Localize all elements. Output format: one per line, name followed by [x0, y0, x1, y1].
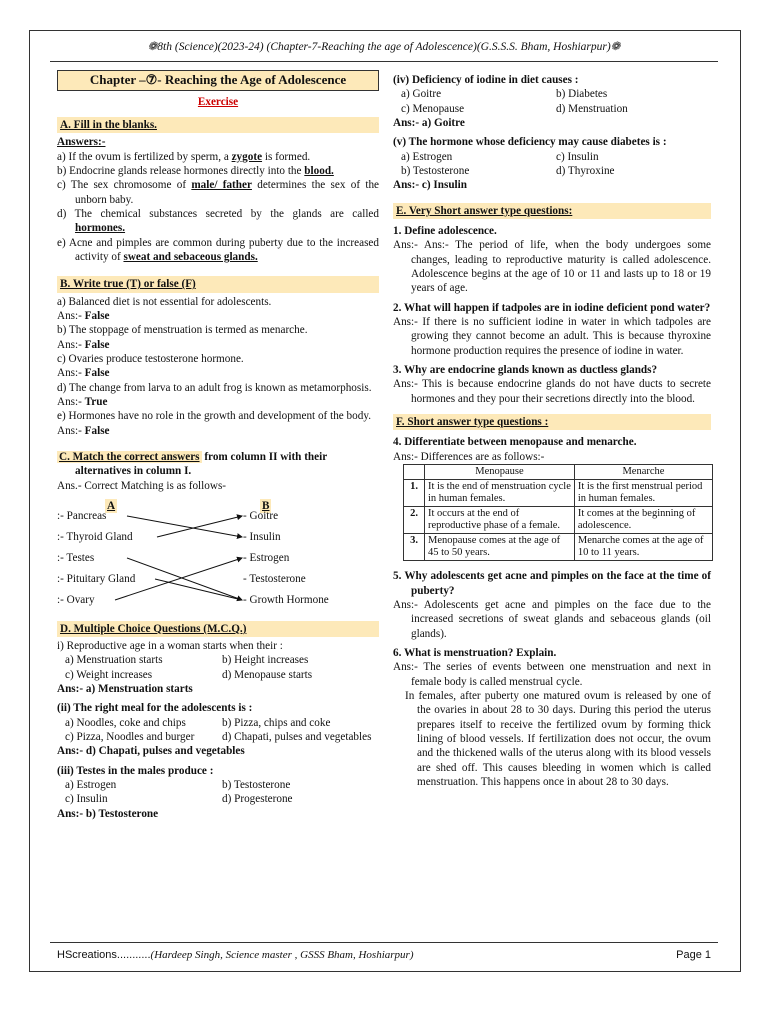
- mcq-question: (iii) Testes in the males produce :: [57, 764, 214, 777]
- menarche-cell: Menarche comes at the age of 10 to 11 years.: [574, 534, 712, 561]
- blank-answer: male/ father: [191, 179, 252, 192]
- left-column: [57, 68, 379, 821]
- page-number: Page 1: [676, 949, 711, 961]
- mcq-option: c) Pizza, Noodles and burger: [65, 731, 195, 744]
- match-right-item: - Goitre: [243, 509, 279, 522]
- table-header-menarche: Menarche: [574, 464, 712, 479]
- true-false-answer: Ans:- False: [57, 367, 110, 380]
- blank-answer: hormones.: [75, 222, 126, 235]
- footer-rule: [50, 942, 718, 943]
- match-left-item: :- Pancreas: [57, 509, 107, 522]
- mcq-option: a) Estrogen: [401, 150, 453, 163]
- very-short-answers: [393, 224, 711, 406]
- footer-credit: HScreations...........: [57, 949, 151, 961]
- table-header-blank: [404, 464, 425, 479]
- menarche-cell: It comes at the beginning of adolescence.: [574, 507, 712, 534]
- mcq-option: b) Height increases: [222, 654, 309, 667]
- header-rule: [50, 61, 718, 62]
- mcq-option: d) Progesterone: [222, 793, 293, 806]
- match-line: [157, 516, 242, 537]
- footer-author: (Hardeep Singh, Science master , GSSS Bham, Hoshiarpur): [150, 949, 414, 961]
- true-false-value: False: [84, 338, 110, 351]
- short-answer: Ans:- This is because endocrine glands do not have ducts to secrete hormones and they pour their secretions directly into the blood.: [393, 378, 711, 405]
- mcq-question: (ii) The right meal for the adolescents is :: [57, 702, 253, 715]
- true-false-value: True: [84, 395, 108, 408]
- mcq-option: c) Weight increases: [65, 668, 153, 681]
- mcq-answer: Ans:- a) Goitre: [393, 116, 465, 129]
- match-right-item: - Estrogen: [243, 551, 290, 564]
- table-row: [404, 507, 713, 534]
- section-c-heading-rest: from column II with their alternatives in column I.: [75, 450, 327, 478]
- true-false-value: False: [84, 424, 110, 437]
- mcq-question: i) Reproductive age in a woman starts when their :: [57, 640, 283, 653]
- mcq-option: c) Insulin: [65, 793, 108, 806]
- match-right-item: - Testosterone: [243, 572, 306, 585]
- match-right-item: - Insulin: [243, 530, 281, 543]
- true-false-answer: Ans:- False: [57, 424, 110, 437]
- column-b-label: B: [262, 499, 270, 512]
- mcq-options: [57, 716, 379, 745]
- true-false-question: d) The change from larva to an adult frog is known as metamorphosis.: [57, 381, 372, 394]
- true-false-question: e) Hormones have no role in the growth and development of the body.: [57, 410, 371, 423]
- chapter-title: Chapter –⑦- Reaching the Age of Adolescence: [57, 70, 379, 91]
- row-number: 2.: [404, 507, 425, 534]
- column-a-label: A: [107, 499, 116, 512]
- match-left-item: :- Testes: [57, 551, 95, 564]
- mcq-option: d) Thyroxine: [556, 164, 615, 177]
- mcq-option: c) Insulin: [556, 150, 599, 163]
- section-c-heading: [57, 450, 379, 479]
- mcq-option: a) Noodles, coke and chips: [65, 716, 186, 729]
- answers-label: Answers:-: [57, 136, 106, 149]
- difference-table: [403, 464, 713, 561]
- fill-blank-item: b) Endocrine glands release hormones directly into the blood.: [57, 164, 334, 177]
- short-answer: Ans:- If there is no sufficient iodine in water in which tadpoles are growing they cannot become an adult. This is because thyroxine hormone production requires the presence of iodine in water.: [393, 315, 711, 357]
- true-false-answer: Ans:- True: [57, 395, 108, 408]
- short-question: 3. Why are endocrine glands known as ductless glands?: [393, 363, 658, 376]
- match-left-item: :- Pituitary Gland: [57, 572, 136, 585]
- mcq-option: b) Diabetes: [556, 88, 608, 101]
- question-4: 4. Differentiate between menopause and menarche.: [393, 436, 637, 449]
- mcq-options: [57, 778, 379, 807]
- true-false-value: False: [84, 309, 110, 322]
- section-a-heading: A. Fill in the blanks.: [57, 117, 379, 133]
- menopause-cell: Menopause comes at the age of 45 to 50 years.: [425, 534, 575, 561]
- page-header: ❁8th (Science)(2023-24) (Chapter-7-Reaching the age of Adolescence)(G.S.S.S. Bham, Hoshiarpur)❁: [147, 41, 621, 53]
- short-answer: Ans:- Ans:- The period of life, when the body undergoes some changes, leading to reproductive maturity is called adolescence. Adolescence begins at the age of 10 or 11 and lasts up to 18 or 19 years of age.: [393, 239, 711, 295]
- question-5: 5. Why adolescents get acne and pimples on the face at the time of puberty?: [393, 570, 711, 597]
- fill-blank-list: [57, 150, 379, 265]
- mcq-options: [393, 87, 711, 116]
- mcq-answer: Ans:- d) Chapati, pulses and vegetables: [57, 745, 245, 758]
- true-false-list: [57, 295, 379, 438]
- true-false-question: b) The stoppage of menstruation is termed as menarche.: [57, 324, 308, 337]
- mcq-answer: Ans:- c) Insulin: [393, 179, 467, 192]
- fill-blank-item: c) The sex chromosome of male/ father determines the sex of the unborn baby.: [57, 179, 380, 206]
- menarche-cell: It is the first menstrual period in human females.: [574, 479, 712, 506]
- answer-5: Ans:- Adolescents get acne and pimples on the face due to the increased secretions of sweat glands and sebaceous glands (oil glands).: [393, 598, 711, 640]
- match-left-item: :- Thyroid Gland: [57, 530, 133, 543]
- mcq-options: [393, 150, 711, 179]
- section-d-heading: D. Multiple Choice Questions (M.C.Q.): [57, 621, 379, 637]
- question-4-intro: Ans:- Differences are as follows:-: [393, 450, 545, 463]
- mcq-list-left: [57, 639, 379, 821]
- true-false-answer: Ans:- False: [57, 309, 110, 322]
- mcq-list-right: [393, 73, 711, 193]
- true-false-answer: Ans:- False: [57, 338, 110, 351]
- question-6: 6. What is menstruation? Explain.: [393, 646, 557, 659]
- section-e-heading: E. Very Short answer type questions:: [393, 203, 711, 219]
- fill-blank-item: a) If the ovum is fertilized by sperm, a zygote is formed.: [57, 150, 311, 163]
- match-lines: [57, 495, 379, 615]
- match-right-item: - Growth Hormone: [243, 593, 329, 606]
- answer-6: Ans:- The series of events between one menstruation and next in female body is called menstrual cycle.: [393, 661, 711, 688]
- mcq-option: c) Menopause: [401, 102, 465, 115]
- true-false-question: a) Balanced diet is not essential for adolescents.: [57, 295, 272, 308]
- match-line: [127, 516, 242, 537]
- fill-blank-item: d) The chemical substances secreted by the glands are called hormones.: [57, 207, 379, 235]
- section-c-heading-box: C. Match the correct answers: [59, 450, 200, 463]
- table-header-row: [404, 464, 713, 479]
- mcq-option: a) Menstruation starts: [65, 654, 163, 667]
- row-number: 3.: [404, 534, 425, 561]
- mcq-option: b) Testosterone: [401, 164, 470, 177]
- true-false-question: c) Ovaries produce testosterone hormone.: [57, 352, 244, 365]
- table-header-menopause: Menopause: [425, 464, 575, 479]
- menopause-cell: It is the end of menstruation cycle in human females.: [425, 479, 575, 506]
- mcq-option: d) Menstruation: [556, 102, 628, 115]
- answer-6-detail: In females, after puberty one matured ovum is released by one of the ovaries in about 28 to 30 days. During this period the uterus prepares itself to receive the fertilized ovum by forming thick lining of blood vessels. If fertilization does not occur, the ovum and the thickened walls of the uterus along with its blood vessels are shed off. This causes bleeding in women which is called menstruation. This happens once in about 28 to 30 days.: [405, 689, 711, 788]
- mcq-option: d) Menopause starts: [222, 668, 313, 681]
- section-f-heading: F. Short answer type questions :: [393, 414, 711, 430]
- match-line: [127, 558, 242, 600]
- mcq-option: b) Pizza, chips and coke: [222, 716, 331, 729]
- exercise-label: Exercise: [197, 95, 239, 108]
- mcq-option: b) Testosterone: [222, 779, 291, 792]
- short-question: 1. Define adolescence.: [393, 224, 497, 237]
- row-number: 1.: [404, 479, 425, 506]
- match-left-item: :- Ovary: [57, 593, 95, 606]
- mcq-answer: Ans:- b) Testosterone: [57, 807, 159, 820]
- table-row: [404, 534, 713, 561]
- section-b-heading: B. Write true (T) or false (F): [57, 276, 379, 292]
- blank-answer: zygote: [231, 150, 263, 163]
- match-line: [115, 558, 242, 600]
- match-intro: Ans.- Correct Matching is as follows-: [57, 479, 227, 492]
- mcq-answer: Ans:- a) Menstruation starts: [57, 683, 193, 696]
- right-column: [393, 68, 711, 789]
- blank-answer: blood.: [304, 164, 334, 177]
- mcq-question: (iv) Deficiency of iodine in diet causes :: [393, 74, 579, 86]
- true-false-value: False: [84, 367, 110, 380]
- fill-blank-item: e) Acne and pimples are common during puberty due to the increased activity of sweat and sebaceous glands.: [57, 236, 379, 263]
- mcq-options: [57, 653, 379, 682]
- mcq-option: a) Estrogen: [65, 779, 117, 792]
- table-row: [404, 479, 713, 506]
- blank-answer: sweat and sebaceous glands.: [123, 250, 258, 263]
- mcq-question: (v) The hormone whose deficiency may cause diabetes is :: [393, 136, 667, 149]
- mcq-option: d) Chapati, pulses and vegetables: [222, 731, 372, 744]
- mcq-option: a) Goitre: [401, 88, 442, 101]
- match-diagram: [57, 495, 379, 615]
- short-question: 2. What will happen if tadpoles are in iodine deficient pond water?: [393, 301, 711, 314]
- page-footer: [57, 948, 711, 962]
- menopause-cell: It occurs at the end of reproductive phase of a female.: [425, 507, 575, 534]
